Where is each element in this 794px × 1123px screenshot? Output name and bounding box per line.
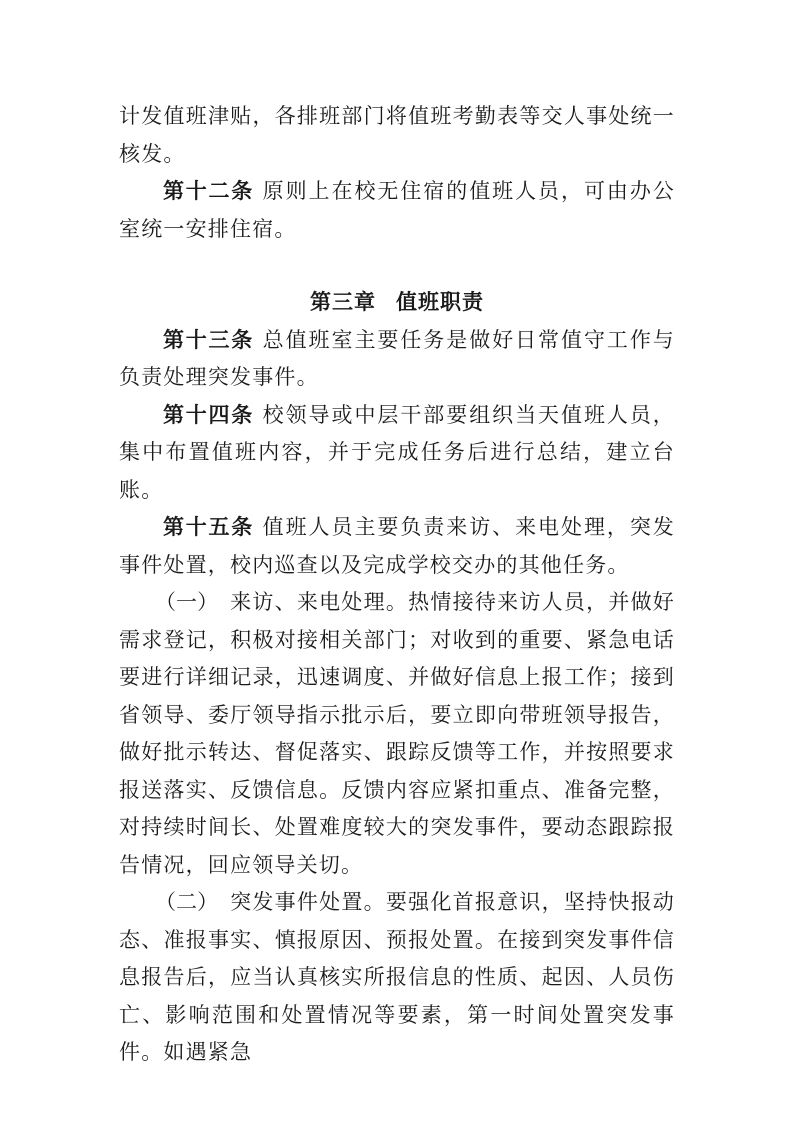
item-number: （二） <box>155 890 219 914</box>
item-1 <box>119 584 675 884</box>
article-number: 第十五条 <box>163 515 254 539</box>
article-text: 校领导或中层干部要组织当天值班人员，集中布置值班内容，并于完成任务后进行总结，建立台账。 <box>119 402 675 502</box>
paragraph-text: 计发值班津贴，各排班部门将值班考勤表等交人事处统一核发。 <box>119 104 675 166</box>
article-text: 值班人员主要负责来访、来电处理，突发事件处置，校内巡查以及完成学校交办的其他任务。 <box>119 515 675 577</box>
article-text: 总值班室主要任务是做好日常值守工作与负责处理突发事件。 <box>119 327 675 389</box>
article-12 <box>119 173 675 248</box>
item-2 <box>119 884 675 1072</box>
document-page <box>119 98 675 1072</box>
item-text: 突发事件处置。要强化首报意识，坚持快报动态、准报事实、慎报原因、预报处置。在接到突发事件信息报告后，应当认真核实所报信息的性质、起因、人员伤亡、影响范围和处置情况等要素，第一时间处置突发事件。如遇紧急 <box>119 890 676 1064</box>
chapter-heading <box>119 284 675 322</box>
chapter-title: 值班职责 <box>396 290 484 314</box>
article-13 <box>119 322 675 397</box>
item-number: （一） <box>155 590 219 614</box>
article-number: 第十三条 <box>163 327 254 352</box>
chapter-number: 第三章 <box>310 290 376 314</box>
article-15 <box>119 509 675 584</box>
article-number: 第十二条 <box>163 179 254 203</box>
article-text: 原则上在校无住宿的值班人员，可由办公室统一安排住宿。 <box>119 179 675 241</box>
item-text: 来访、来电处理。热情接待来访人员，并做好需求登记，积极对接相关部门；对收到的重要、紧急电话要进行详细记录，迅速调度、并做好信息上报工作；接到省领导、委厅领导指示批示后，要立即向带班领导报告，做好批示转达、督促落实、跟踪反馈等工作，并按照要求报送落实、反馈信息。反馈内容应紧扣重点、准备完整，对持续时间长、处置难度较大的突发事件，要动态跟踪报告情况，回应领导关切。 <box>119 590 676 877</box>
paragraph-continued <box>119 98 675 173</box>
article-14 <box>119 397 675 510</box>
article-number: 第十四条 <box>163 402 254 427</box>
